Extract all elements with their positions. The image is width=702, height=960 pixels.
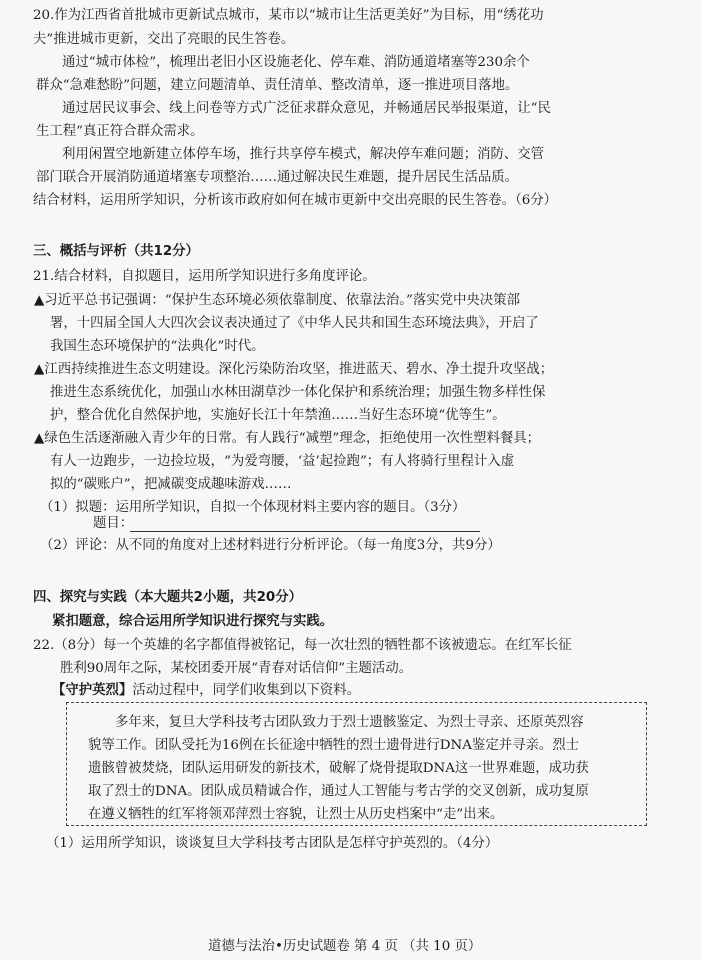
- q20-material-p1-line1: 通过“城市体检”，梳理出老旧小区设施老化、停车难、消防通道堵塞等230余个: [62, 55, 530, 70]
- q21-sub2: （2）评论：从不同的角度对上述材料进行分析评论。（每一角度3分，共9分）: [40, 538, 501, 553]
- q22-line2: 胜利90周年之际，某校团委开展“青春对话信仰”主题活动。: [60, 661, 413, 676]
- q21-title-answer-line[interactable]: [130, 531, 480, 532]
- q21-bullet3-line2: 有人一边跑步，一边捡垃圾，“为爱弯腰，‘益’起捡跑”；有人将骑行里程计入虚: [50, 454, 515, 469]
- q22-guard-label: 【守护英烈】: [52, 683, 133, 698]
- section4-heading: 四、探究与实践（本大题共2小题，共20分）: [33, 590, 302, 605]
- q21-sub1: （1）拟题：运用所学知识，自拟一个体现材料主要内容的题目。（3分）: [40, 500, 466, 515]
- q22-box-line2: 貌等工作。团队受托为16例在长征途中牺牲的烈士遗骨进行DNA鉴定并寻亲。烈士: [88, 738, 580, 753]
- page-footer: 道德与法治•历史试题卷 第 4 页 （共 10 页）: [208, 939, 482, 954]
- section3-heading: 三、概括与评析（共12分）: [33, 244, 199, 259]
- q22-guard-intro: [52, 681, 360, 701]
- q22-guard-text: 活动过程中，同学们收集到以下资料。: [132, 683, 360, 698]
- q20-task: 结合材料，运用所学知识，分析该市政府如何在城市更新中交出亮眼的民生答卷。（6分）: [33, 193, 558, 208]
- q21-bullet3-line1: ▲绿色生活逐渐融入青少年的日常。有人践行“减塑”理念，拒绝使用一次性塑料餐具；: [34, 431, 541, 446]
- q21-bullet2-line3: 护，整合优化自然保护地，实施好长江十年禁渔……当好生态环境“优等生”。: [50, 408, 506, 423]
- q21-bullet2-line2: 推进生态系统优化，加强山水林田湖草沙一体化保护和系统治理；加强生物多样性保: [50, 385, 546, 400]
- q20-title-line2: 夫”推进城市更新，交出了亮眼的民生答卷。: [33, 32, 295, 47]
- q22-sub1: （1）运用所学知识，谈谈复旦大学科技考古团队是怎样守护英烈的。（4分）: [46, 836, 499, 851]
- q20-material-p3-line2: 部门联合开展消防通道堵塞专项整治……通过解决民生难题，提升居民生活品质。: [36, 170, 519, 185]
- q21-bullet1-line2: 署，十四届全国人大四次会议表决通过了《中华人民共和国生态环境法典》，开启了: [50, 316, 539, 331]
- q22-box-line4: 取了烈士的DNA。团队成员精诚合作，通过人工智能与考古学的交叉创新，成功复原: [88, 784, 589, 799]
- q22-box-line3: 遗骸曾被焚烧，团队运用研发的新技术，破解了烧骨提取DNA这一世界难题，成功获: [88, 761, 589, 776]
- q21-bullet2-line1: ▲江西持续推进生态文明建设。深化污染防治攻坚，推进蓝天、碧水、净土提升攻坚战；: [34, 362, 554, 377]
- q21-bullet1-line1: ▲习近平总书记强调：“保护生态环境必须依靠制度、依靠法治。”落实党中央决策部: [34, 293, 520, 308]
- q21-bullet1-line3: 我国生态环境保护的“法典化”时代。: [50, 339, 265, 354]
- q21-title: 21.结合材料，自拟题目，运用所学知识进行多角度评论。: [33, 269, 376, 284]
- q20-material-p1-line2: 群众“急难愁盼”问题，建立问题清单、责任清单、整改清单，逐一推进项目落地。: [36, 78, 519, 93]
- q22-line1: 22.（8分）每一个英雄的名字都值得被铭记，每一次壮烈的牺牲都不该被遗忘。在红军长征: [33, 638, 572, 653]
- q20-material-p2-line1: 通过居民议事会、线上问卷等方式广泛征求群众意见，并畅通居民举报渠道，让“民: [62, 101, 551, 116]
- section4-subheading: 紧扣题意，综合运用所学知识进行探究与实践。: [52, 614, 334, 629]
- q22-box-line5: 在遵义牺牲的红军将领邓萍烈士容貌，让烈士从历史档案中“走”出来。: [88, 807, 504, 822]
- q21-bullet3-line3: 拟的“碳账户”，把减碳变成趣味游戏……: [50, 477, 292, 492]
- q20-material-p2-line2: 生工程”真正符合群众需求。: [36, 124, 204, 139]
- q21-title-label: 题目：: [93, 516, 134, 531]
- q20-material-p3-line1: 利用闲置空地新建立体停车场，推行共享停车模式，解决停车难问题；消防、交管: [62, 147, 545, 162]
- q22-box-line1: 多年来，复旦大学科技考古团队致力于烈士遗骸鉴定、为烈士寻亲、还原英烈容: [115, 715, 584, 730]
- q20-title-line1: 20.作为江西省首批城市更新试点城市，某市以“城市让生活更美好”为目标，用“绣花功: [33, 8, 544, 23]
